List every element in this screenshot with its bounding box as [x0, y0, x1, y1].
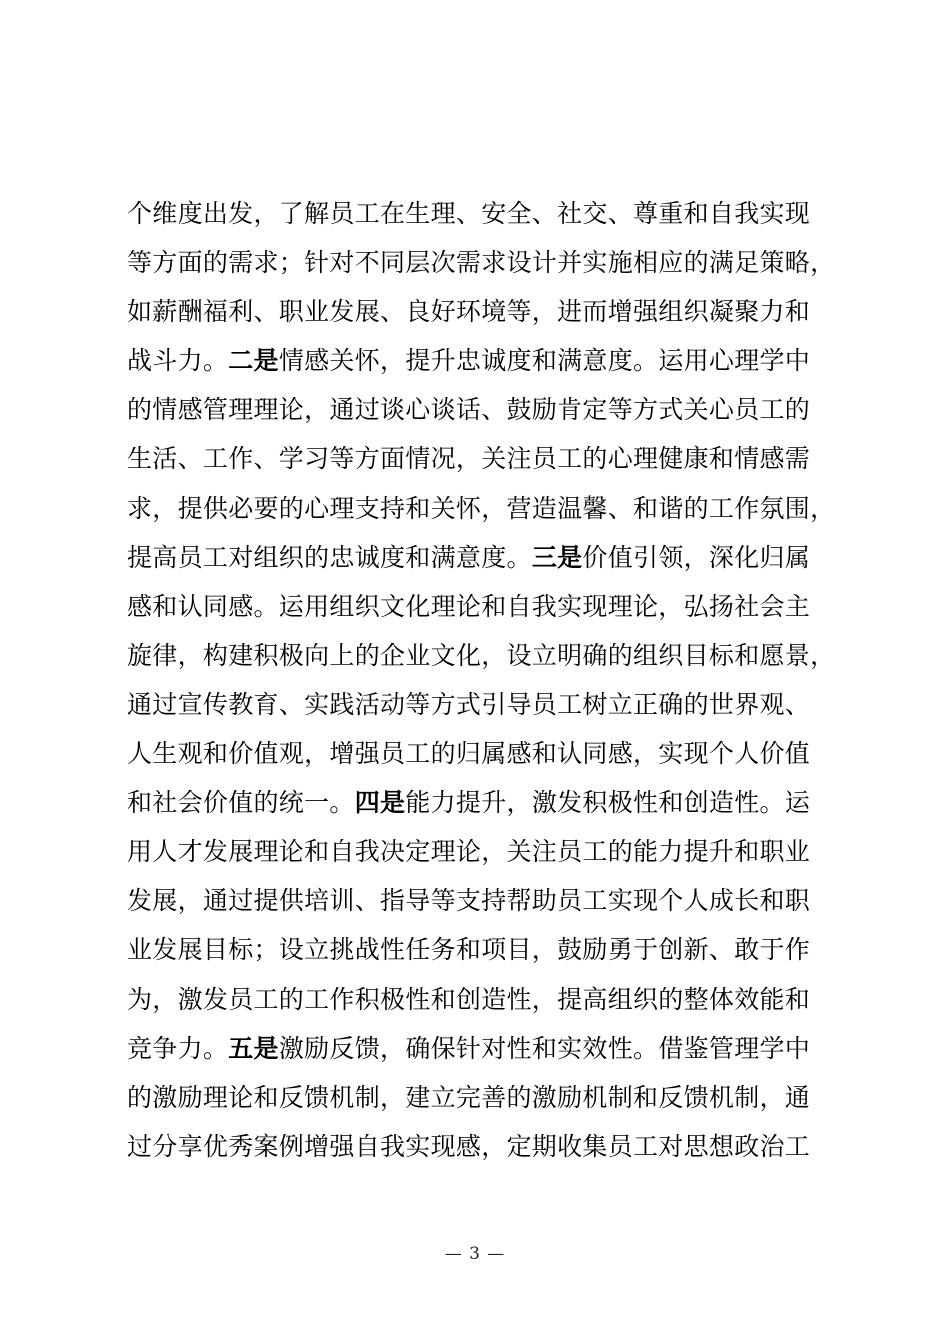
text-line [127, 827, 837, 876]
text-line [127, 1073, 837, 1122]
text-line [127, 189, 837, 238]
text-line [127, 680, 837, 729]
bold-enumerator: 二是 [228, 346, 279, 376]
text-span: 求，提供必要的心理支持和关怀，营造温馨、和谐的工作氛围， [127, 493, 836, 523]
text-line [127, 385, 837, 434]
text-span: 过分享优秀案例增强自我实现感，定期收集员工对思想政治工 [127, 1131, 811, 1161]
text-span: 发展，通过提供培训、指导等支持帮助员工实现个人成长和职 [127, 886, 811, 916]
text-line [127, 1024, 837, 1073]
body-text [127, 189, 837, 1171]
text-span: 个维度出发，了解员工在生理、安全、社交、尊重和自我实现 [127, 199, 811, 228]
text-line [127, 876, 837, 925]
text-span: 用人才发展理论和自我决定理论，关注员工的能力提升和职业 [127, 837, 811, 867]
text-line [127, 925, 837, 974]
bold-enumerator: 三是 [531, 542, 583, 572]
text-line [127, 238, 837, 287]
text-line [127, 1122, 837, 1171]
text-span: 战斗力。 [127, 346, 229, 376]
text-span: 如薪酬福利、职业发展、良好环境等，进而增强组织凝聚力和 [127, 297, 811, 327]
text-line [127, 287, 837, 336]
text-span: 能力提升，激发积极性和创造性。运 [405, 788, 811, 818]
text-span: 业发展目标；设立挑战性任务和项目，鼓励勇于创新、敢于作 [127, 935, 811, 965]
text-line [127, 729, 837, 778]
text-span: 和社会价值的统一。 [127, 788, 355, 818]
bold-enumerator: 四是 [354, 788, 406, 818]
text-line [127, 484, 837, 533]
text-span: 人生观和价值观，增强员工的归属感和认同感，实现个人价值 [127, 739, 811, 769]
page-number: — 3 — [444, 1244, 506, 1264]
text-span: 的情感管理理论，通过谈心谈话、鼓励肯定等方式关心员工的 [127, 395, 811, 425]
text-line [127, 778, 837, 827]
text-line [127, 533, 837, 582]
text-span: 价值引领，深化归属 [582, 542, 811, 572]
text-line [127, 434, 837, 483]
text-span: 通过宣传教育、实践活动等方式引导员工树立正确的世界观、 [127, 689, 811, 719]
bold-enumerator: 五是 [228, 1033, 279, 1063]
text-span: 等方面的需求；针对不同层次需求设计并实施相应的满足策略， [127, 248, 836, 278]
text-span: 竞争力。 [127, 1033, 229, 1063]
text-span: 为，激发员工的工作积极性和创造性，提高组织的整体效能和 [127, 984, 811, 1014]
text-span: 激励反馈，确保针对性和实效性。借鉴管理学中 [278, 1033, 811, 1063]
text-span: 生活、工作、学习等方面情况，关注员工的心理健康和情感需 [127, 444, 811, 474]
text-span: 感和认同感。运用组织文化理论和自我实现理论，弘扬社会主 [127, 591, 811, 621]
text-line [127, 336, 837, 385]
text-line [127, 975, 837, 1024]
text-span: 情感关怀，提升忠诚度和满意度。运用心理学中 [278, 346, 811, 376]
text-span: 的激励理论和反馈机制，建立完善的激励机制和反馈机制，通 [127, 1082, 811, 1112]
text-line [127, 631, 837, 680]
text-line [127, 582, 837, 631]
text-span: 提高员工对组织的忠诚度和满意度。 [127, 542, 532, 572]
text-span: 旋律，构建积极向上的企业文化，设立明确的组织目标和愿景， [127, 640, 836, 670]
